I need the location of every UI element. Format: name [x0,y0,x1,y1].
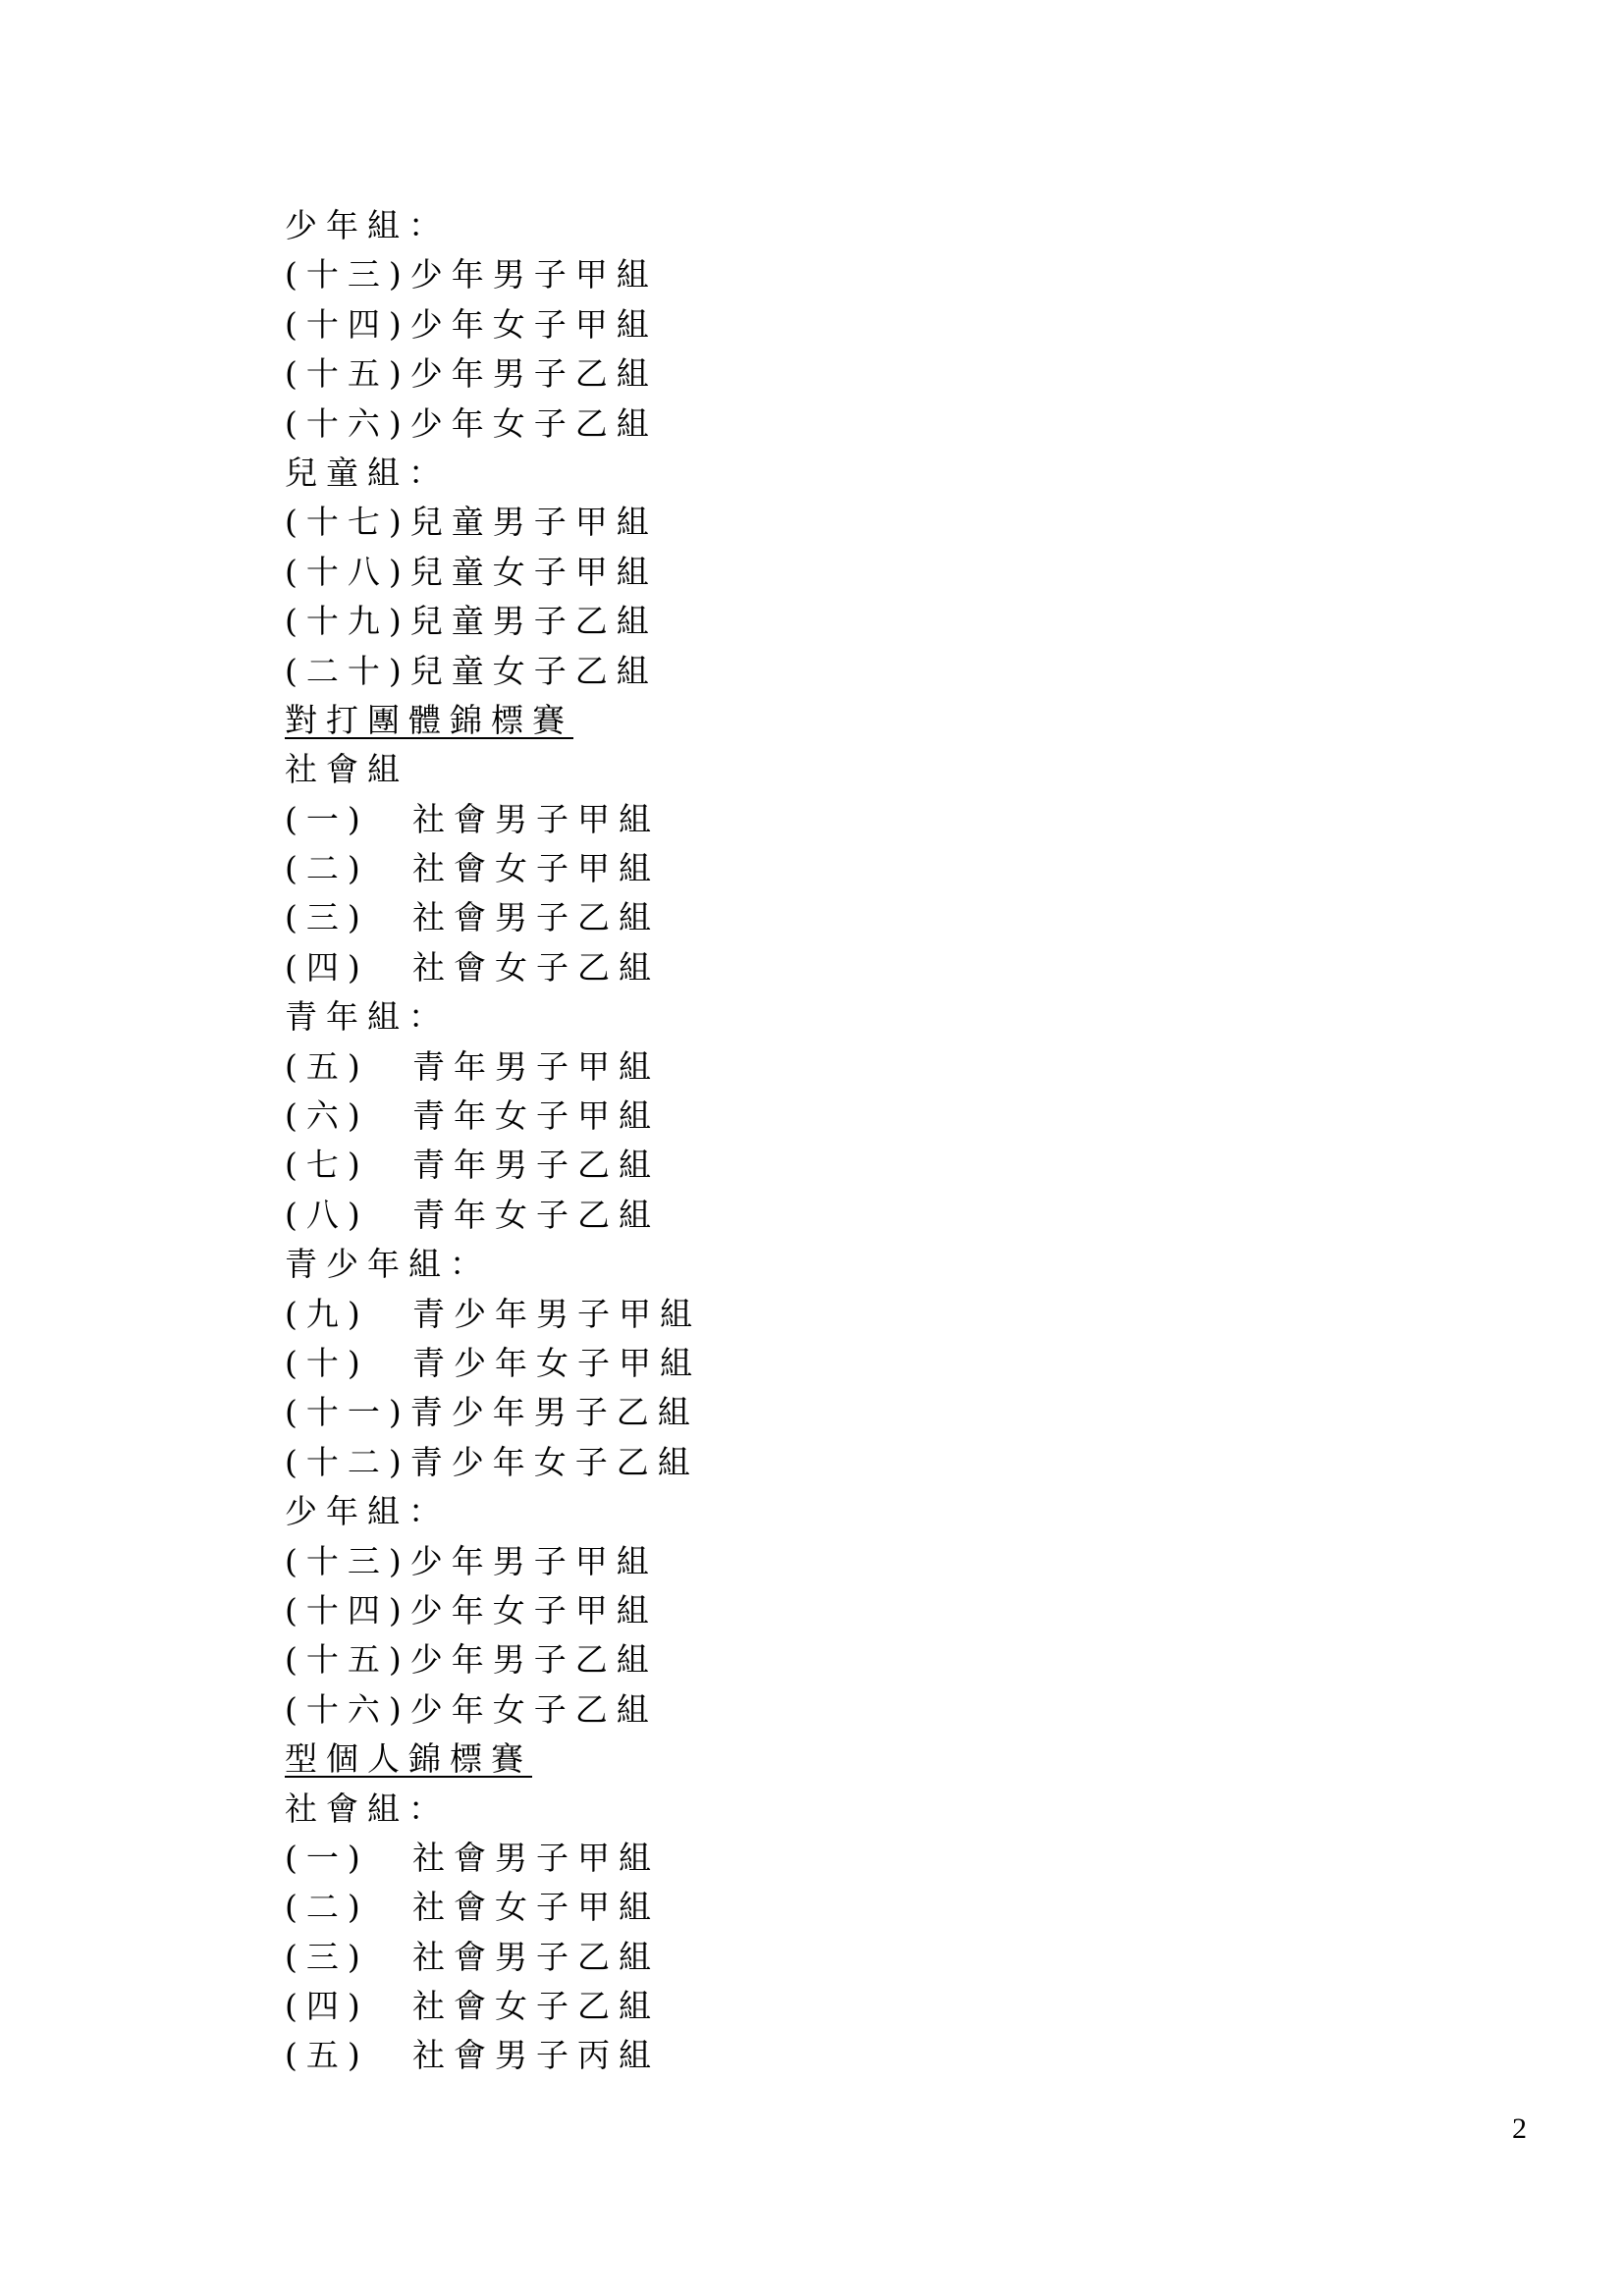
item-text: 青少年男子甲組 [412,1294,701,1333]
list-item [285,1092,1168,1141]
list-item [285,400,1168,449]
item-text: 少年女子甲組 [409,304,658,344]
category-list [285,201,1168,2081]
item-text: 社會男子乙組 [412,1937,660,1976]
item-number: (十六) [285,403,410,443]
item-text: 青少年男子乙組 [409,1393,699,1432]
item-text: 社會男子乙組 [412,898,660,937]
group-label-text: 少年組： [285,206,450,244]
list-item [285,548,1168,597]
list-item [285,844,1168,893]
item-number: (十四) [285,304,410,344]
item-number: (十八) [285,552,410,591]
list-item [285,943,1168,992]
item-text: 社會女子甲組 [412,849,660,888]
item-text: 社會男子甲組 [412,799,660,838]
page-number: 2 [1512,2112,1527,2145]
list-item [285,893,1168,942]
list-item [285,597,1168,646]
item-text: 少年女子甲組 [409,1590,658,1629]
list-item [285,1290,1168,1339]
item-text: 社會女子甲組 [412,1888,660,1927]
item-text: 青年女子甲組 [412,1096,660,1136]
item-text: 社會女子乙組 [412,947,660,987]
item-text: 社會女子乙組 [412,1987,660,2026]
list-item [285,1685,1168,1735]
item-number: (十三) [285,1541,410,1580]
item-text: 少年女子乙組 [409,1689,658,1729]
item-number: (五) [285,2036,369,2075]
item-text: 兒童女子甲組 [409,552,658,591]
list-item [285,1537,1168,1586]
item-text: 少年男子甲組 [409,255,658,294]
list-item [285,1982,1168,2031]
section-heading-text: 對打團體錦標賽 [285,700,573,739]
list-item [285,349,1168,399]
item-number: (六) [285,1096,369,1136]
item-number: (四) [285,1987,369,2026]
group-label [285,1785,1168,1834]
item-number: (一) [285,1838,369,1877]
item-number: (十四) [285,1590,410,1629]
item-text: 少年男子乙組 [409,1640,658,1680]
item-number: (二) [285,1888,369,1927]
item-number: (五) [285,1046,369,1086]
item-text: 青少年女子甲組 [412,1343,701,1382]
list-item [285,1141,1168,1190]
item-number: (十) [285,1343,369,1382]
item-number: (三) [285,898,369,937]
list-item [285,1635,1168,1684]
item-text: 少年女子乙組 [409,403,658,443]
group-label-text: 青年組： [285,997,450,1037]
item-number: (三) [285,1937,369,1976]
item-text: 社會男子丙組 [412,2036,660,2075]
item-number: (十六) [285,1689,410,1729]
group-label-text: 少年組： [285,1492,450,1531]
list-item [285,1042,1168,1092]
item-number: (十九) [285,602,410,641]
group-label [285,1487,1168,1536]
item-number: (二十) [285,651,410,690]
list-item [285,498,1168,547]
group-label-text: 兒童組： [285,453,450,492]
list-item [285,250,1168,299]
item-text: 兒童女子乙組 [409,651,658,690]
item-number: (十一) [285,1393,410,1432]
section-heading [285,1735,1168,1784]
item-number: (九) [285,1294,369,1333]
item-text: 少年男子甲組 [409,1541,658,1580]
list-item [285,1388,1168,1437]
item-number: (十五) [285,354,410,394]
list-item [285,1438,1168,1487]
group-label-text: 社會組： [285,1789,450,1828]
list-item [285,2031,1168,2080]
group-label-text: 青少年組： [285,1245,491,1284]
item-number: (一) [285,799,369,838]
item-text: 青年男子乙組 [412,1146,660,1185]
list-item [285,1191,1168,1240]
item-text: 社會男子甲組 [412,1838,660,1877]
item-number: (七) [285,1146,369,1185]
item-number: (二) [285,849,369,888]
section-heading [285,696,1168,745]
group-label [285,201,1168,250]
list-item [285,1834,1168,1883]
item-number: (十七) [285,503,410,542]
item-number: (八) [285,1195,369,1234]
item-text: 少年男子乙組 [409,354,658,394]
item-text: 青少年女子乙組 [409,1442,699,1481]
item-number: (十五) [285,1640,410,1680]
group-label [285,745,1168,794]
group-label [285,449,1168,498]
group-label-text: 社會組 [285,750,408,789]
list-item [285,795,1168,844]
group-label [285,992,1168,1041]
item-number: (十二) [285,1442,410,1481]
item-text: 兒童男子乙組 [409,602,658,641]
list-item [285,1586,1168,1635]
list-item [285,300,1168,349]
list-item [285,1883,1168,1932]
item-text: 青年女子乙組 [412,1195,660,1234]
list-item [285,1339,1168,1388]
section-heading-text: 型個人錦標賽 [285,1739,532,1779]
group-label [285,1240,1168,1289]
list-item [285,1933,1168,1982]
item-number: (十三) [285,255,410,294]
list-item [285,647,1168,696]
item-number: (四) [285,947,369,987]
item-text: 青年男子甲組 [412,1046,660,1086]
item-text: 兒童男子甲組 [409,503,658,542]
